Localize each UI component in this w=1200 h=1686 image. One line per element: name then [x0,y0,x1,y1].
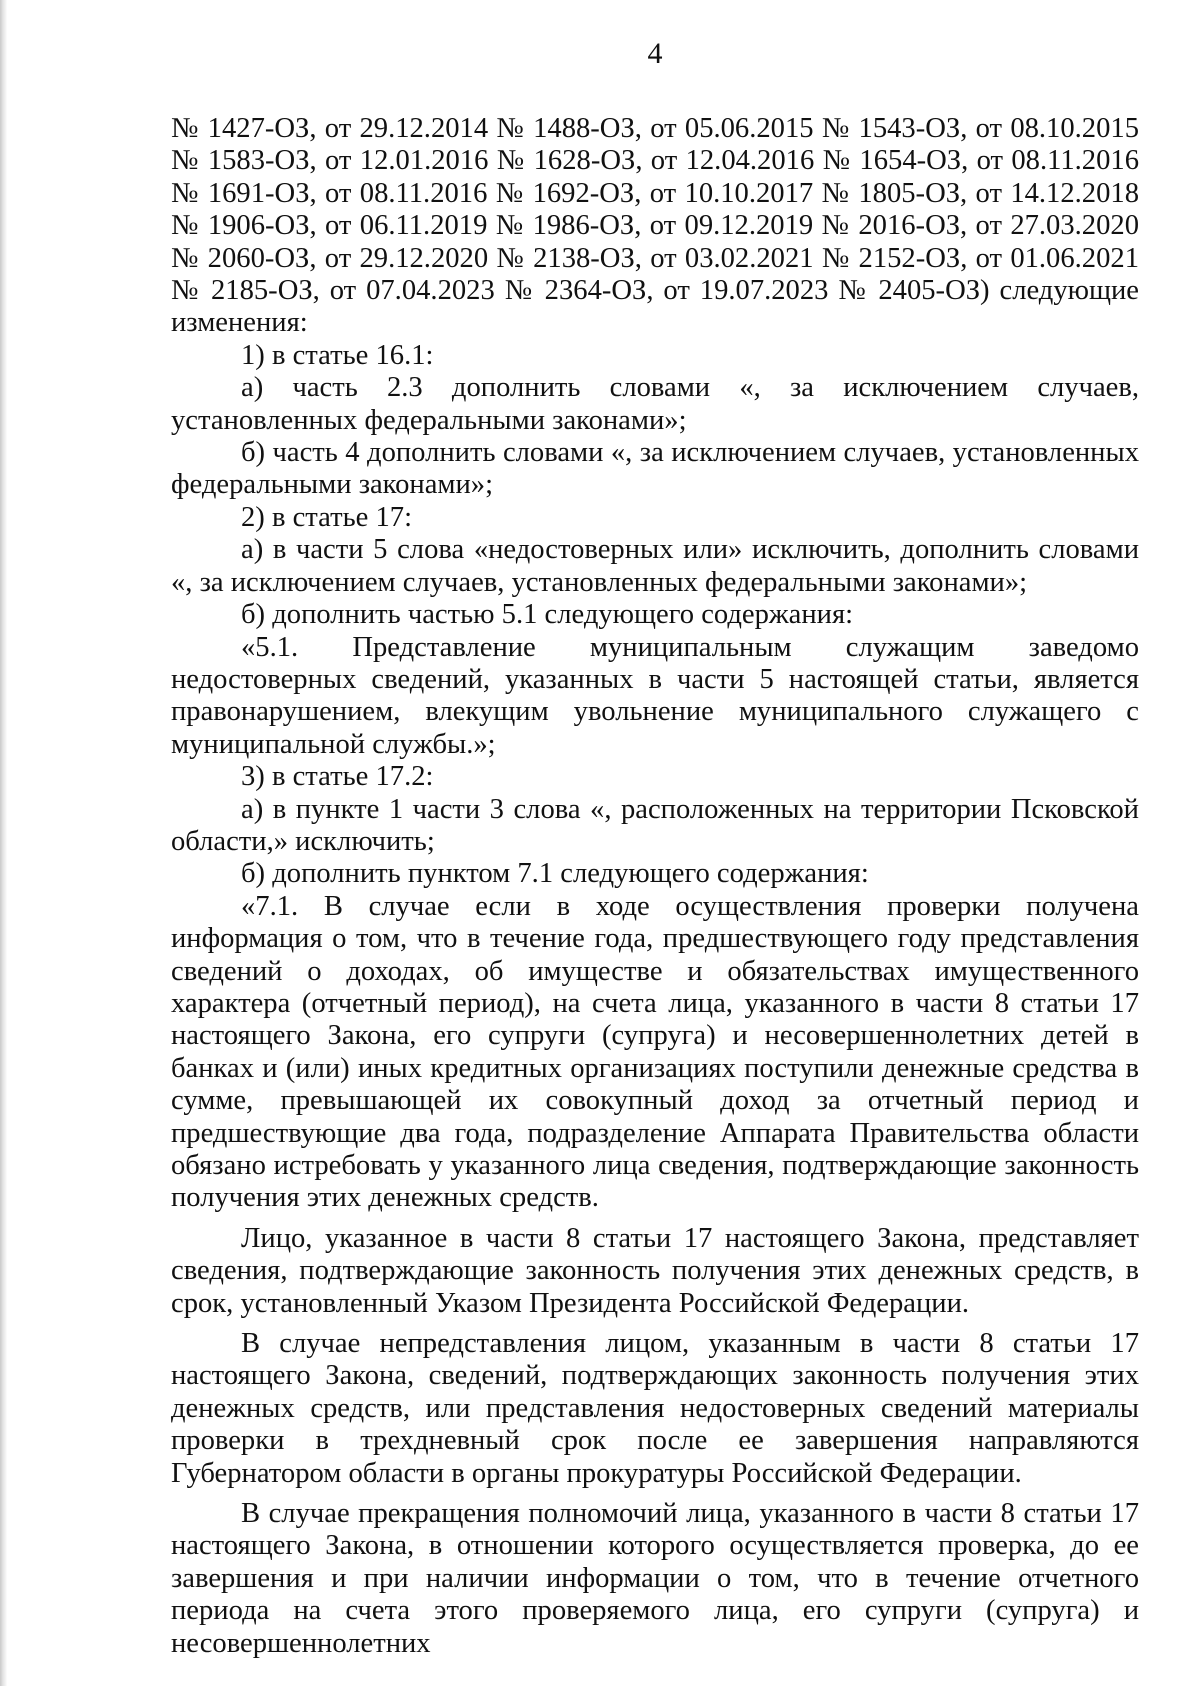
paragraph-law-list: № 1427-ОЗ, от 29.12.2014 № 1488-ОЗ, от 05.06.2015 № 1543-ОЗ, от 08.10.2015 № 1583-ОЗ, от 12.01.2016 № 1628-ОЗ, от 12.04.2016 № 1654-ОЗ, от 08.11.2016 № 1691-ОЗ, от 08.11.2016 № 1692-ОЗ, от 10.10.2017 № 1805-ОЗ, от 14.12.2018 № 1906-ОЗ, от 06.11.2019 № 1986-ОЗ, от 09.12.2019 № 2016-ОЗ, от 27.03.2020 № 2060-ОЗ, от 29.12.2020 № 2138-ОЗ, от 03.02.2021 № 2152-ОЗ, от 01.06.2021 № 2185-ОЗ, от 07.04.2023 № 2364-ОЗ, от 19.07.2023 № 2405-ОЗ) следующие изменения: [171,113,1139,339]
paragraph-item-3: 3) в статье 17.2: [241,761,434,793]
page-number: 4 [647,37,663,70]
paragraph-quote-5-1: «5.1. Представление муниципальным служащим заведомо недостоверных сведений, указанных в части 5 настоящей статьи, является правонарушением, влекущим увольнение муниципального служащего с муниципальной службы.»; [171,631,1139,760]
paragraph-quote-7-1: «7.1. В случае если в ходе осуществления проверки получена информация о том, что в течение года, предшествующего году представления сведений о доходах, об имуществе и обязательствах имущественного характера (отчетный период), на счета лица, указанного в части 8 статьи 17 настоящего Закона, его супруги (супруга) и несовершеннолетних детей в банках и (или) иных кредитных организациях поступили денежные средства в сумме, превышающей их совокупный доход за отчетный период и предшествующие два года, подразделение Аппарата Правительства области обязано истребовать у указанного лица сведения, подтверждающие законность получения этих денежных средств. [171,890,1139,1214]
paragraph-item-1a: а) часть 2.3 дополнить словами «, за исключением случаев, установленных федеральными законами»; [171,372,1139,436]
paragraph-item-3a: а) в пункте 1 части 3 слова «, расположенных на территории Псковской области,» исключить; [171,793,1139,857]
paragraph-item-1b: б) часть 4 дополнить словами «, за исключением случаев, установленных федеральными законами»; [171,437,1139,501]
paragraph-item-2b: б) дополнить частью 5.1 следующего содержания: [241,599,854,631]
paragraph-item-2a: а) в части 5 слова «недостоверных или» исключить, дополнить словами «, за исключением случаев, установленных федеральными законами»; [171,534,1139,598]
paragraph-termination: В случае прекращения полномочий лица, указанного в части 8 статьи 17 настоящего Закона, в отношении которого осуществляется проверка, до ее завершения и при наличии информации о том, что в течение отчетного периода на счета этого проверяемого лица, его супруги (супруга) и несовершеннолетних [171,1498,1139,1659]
scan-edge [0,0,7,1686]
paragraph-item-3b: б) дополнить пунктом 7.1 следующего содержания: [241,858,869,890]
paragraph-nonsubmission: В случае непредставления лицом, указанным в части 8 статьи 17 настоящего Закона, сведений, подтверждающих законность получения этих денежных средств, или представления недостоверных сведений материалы проверки в трехдневный срок после ее завершения направляются Губернатором области в органы прокуратуры Российской Федерации. [171,1328,1139,1489]
paragraph-item-1: 1) в статье 16.1: [241,339,434,371]
paragraph-person-obligation: Лицо, указанное в части 8 статьи 17 настоящего Закона, представляет сведения, подтверждающие законность получения этих денежных средств, в срок, установленный Указом Президента Российской Федерации. [171,1222,1139,1319]
document-body [171,113,1139,1660]
paragraph-item-2: 2) в статье 17: [241,501,413,533]
